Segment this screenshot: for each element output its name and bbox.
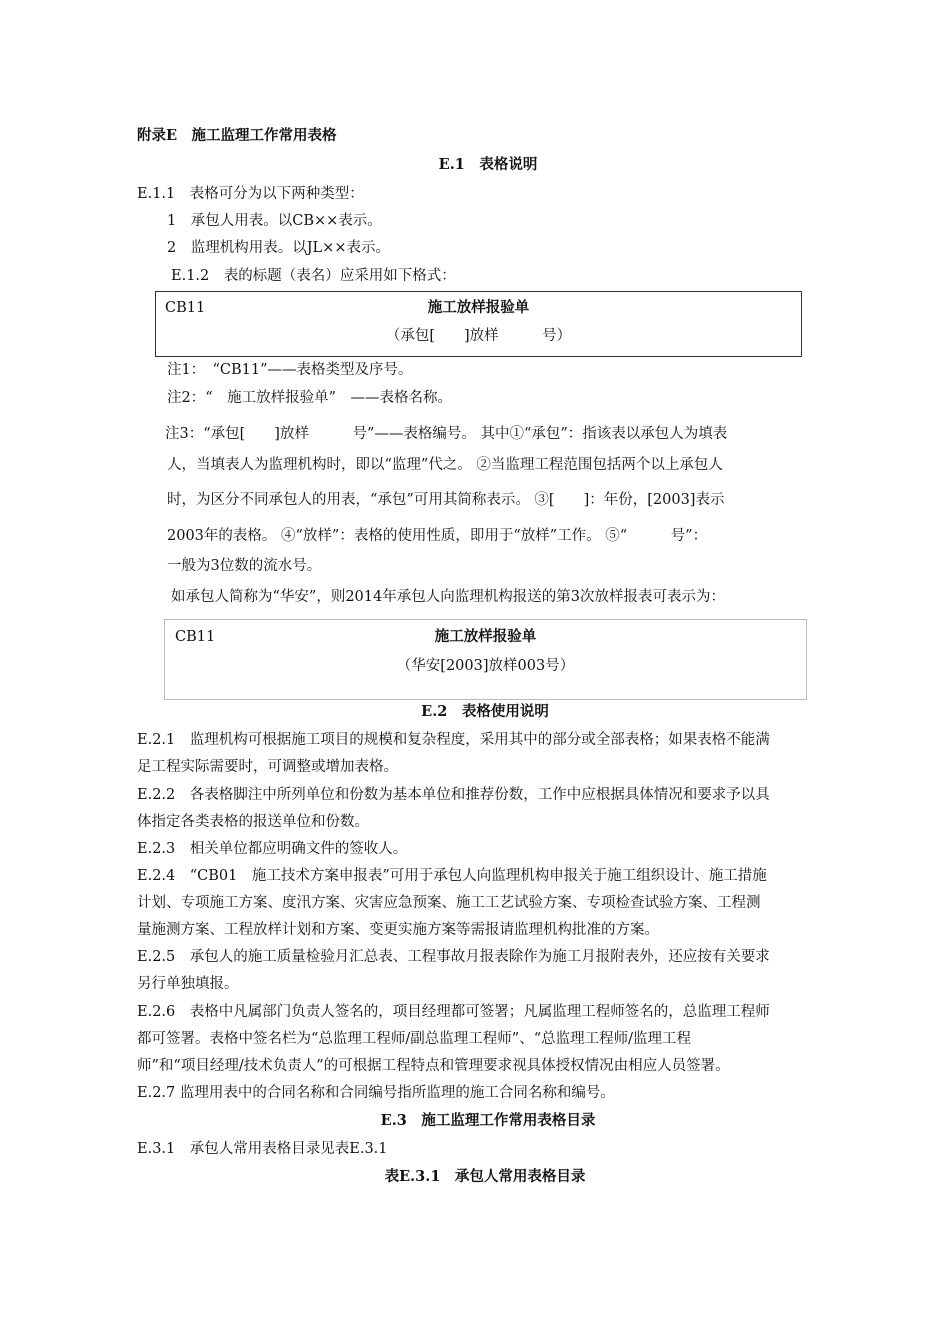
e1-2-text: E.1.2 表的标题（表名）应采用如下格式： bbox=[171, 268, 456, 284]
e2-4-line-1: E.2.4 “CB01 施工技术方案申报表”可用于承包人向监理机构申报关于施工组织设计、施工措施 bbox=[137, 868, 767, 884]
example-form-code: CB11 bbox=[175, 629, 216, 645]
e2-6-line-2: 都可签署。表格中签名栏为“总监理工程师/副总监理工程师”、“总监理工程师/监理工程 bbox=[137, 1031, 692, 1047]
note-3-line-4: 2003年的表格。 ④“放样”：表格的使用性质，即用于“放样”工作。 ⑤“ 号”： bbox=[167, 528, 708, 544]
box-form-code: CB11 bbox=[165, 300, 206, 316]
e2-4-line-2: 计划、专项施工方案、度汛方案、灾害应急预案、施工工艺试验方案、专项检查试验方案、工程测 bbox=[137, 895, 761, 911]
section-e3-heading: E.3 施工监理工作常用表格目录 bbox=[380, 1112, 596, 1129]
e2-1-line-1: E.2.1 监理机构可根据施工项目的规模和复杂程度，采用其中的部分或全部表格；如果表格不能满 bbox=[137, 732, 770, 748]
example-text: 如承包人简称为“华安”，则2014年承包人向监理机构报送的第3次放样报表可表示为： bbox=[171, 589, 725, 605]
appendix-title: 附录E 施工监理工作常用表格 bbox=[137, 127, 337, 144]
format-example-box bbox=[155, 291, 802, 357]
e1-1-item-2: 2 监理机构用表。以JL××表示。 bbox=[167, 240, 390, 256]
note-3-line-5: 一般为3位数的流水号。 bbox=[167, 558, 322, 574]
note-2: 注2：“ 施工放样报验单” ——表格名称。 bbox=[167, 390, 453, 406]
e1-1-text: E.1.1 表格可分为以下两种类型： bbox=[137, 186, 364, 202]
example-result-box bbox=[164, 619, 807, 700]
section-e2-heading: E.2 表格使用说明 bbox=[421, 703, 549, 720]
e2-1-line-2: 足工程实际需要时，可调整或增加表格。 bbox=[137, 759, 398, 775]
e1-1-item-1: 1 承包人用表。以CB××表示。 bbox=[167, 213, 382, 229]
e2-5-line-2: 另行单独填报。 bbox=[137, 976, 239, 992]
note-3-line-2: 人，当填表人为监理机构时，即以“监理”代之。 ②当监理工程范围包括两个以上承包人 bbox=[167, 457, 723, 473]
example-form-title: 施工放样报验单 bbox=[434, 628, 537, 645]
e2-2-line-2: 体指定各类表格的报送单位和份数。 bbox=[137, 814, 369, 830]
box-form-number: （承包[ ]放样 号） bbox=[385, 328, 572, 344]
section-e1-heading: E.1 表格说明 bbox=[438, 156, 538, 173]
box-form-title: 施工放样报验单 bbox=[427, 299, 530, 316]
table-caption: 表E.3.1 承包人常用表格目录 bbox=[384, 1168, 586, 1185]
note-1: 注1： “CB11”——表格类型及序号。 bbox=[167, 362, 413, 378]
e2-4-line-3: 量施测方案、工程放样计划和方案、变更实施方案等需报请监理机构批准的方案。 bbox=[137, 922, 659, 938]
note-3-line-3: 时，为区分不同承包人的用表，“承包”可用其简称表示。 ③[ ]：年份，[2003]表示 bbox=[167, 492, 725, 508]
e2-3-line-1: E.2.3 相关单位都应明确文件的签收人。 bbox=[137, 841, 408, 857]
e3-1-text: E.3.1 承包人常用表格目录见表E.3.1 bbox=[137, 1141, 388, 1157]
e2-6-line-3: 师”和“项目经理/技术负责人”的可根据工程特点和管理要求视具体授权情况由相应人员签署。 bbox=[137, 1058, 730, 1074]
e2-2-line-1: E.2.2 各表格脚注中所列单位和份数为基本单位和推荐份数，工作中应根据具体情况和要求予以具 bbox=[137, 787, 770, 803]
e2-7-line-1: E.2.7 监理用表中的合同名称和合同编号指所监理的施工合同名称和编号。 bbox=[137, 1085, 615, 1101]
e2-6-line-1: E.2.6 表格中凡属部门负责人签名的，项目经理都可签署；凡属监理工程师签名的，总监理工程师 bbox=[137, 1004, 770, 1020]
note-3-line-1: 注3：“承包[ ]放样 号”——表格编号。 其中①“承包”：指该表以承包人为填表 bbox=[165, 426, 728, 442]
example-form-number: （华安[2003]放样003号） bbox=[396, 658, 575, 674]
e2-5-line-1: E.2.5 承包人的施工质量检验月汇总表、工程事故月报表除作为施工月报附表外，还应按有关要求 bbox=[137, 949, 770, 965]
